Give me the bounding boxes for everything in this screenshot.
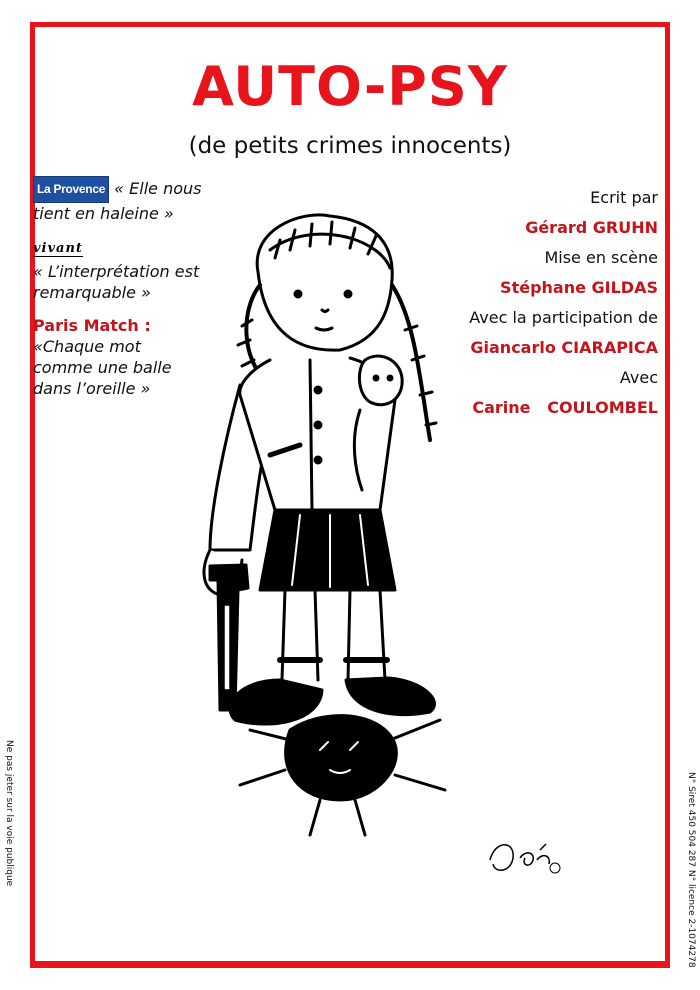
vivant-review <box>33 236 203 303</box>
artist-signature <box>485 830 565 880</box>
litter-notice: Ne pas jeter sur la voie publique <box>4 740 14 887</box>
director-name: Stéphane GILDAS <box>500 278 658 297</box>
press-quotes <box>33 176 203 399</box>
paris-match-quote: «Chaque mot comme une balle dans l’oreille » <box>33 337 172 398</box>
siret-licence-notice: N° Siret 450 504 287 N° licence 2-1074278 <box>686 772 696 968</box>
written-by-label: Ecrit par <box>590 188 658 207</box>
paris-match-label: Paris Match : <box>33 316 151 335</box>
with-label: Avec <box>619 368 658 387</box>
poster-title: AUTO-PSY <box>192 55 508 118</box>
vivant-quote: « L’interprétation est remarquable » <box>33 262 200 302</box>
provence-quote: « Elle nous tient en haleine » <box>33 179 202 223</box>
provence-review <box>33 176 203 224</box>
poster-subtitle: (de petits crimes innocents) <box>188 133 512 159</box>
la-provence-logo: La Provence <box>33 176 109 203</box>
actress-name: Carine COULOMBEL <box>472 398 658 417</box>
author-name: Gérard GRUHN <box>525 218 658 237</box>
paris-match-review <box>33 315 203 399</box>
participant-name: Giancarlo CIARAPICA <box>470 338 658 357</box>
participation-label: Avec la participation de <box>469 308 658 327</box>
direction-label: Mise en scène <box>544 248 658 267</box>
girl-illustration <box>180 210 480 850</box>
vivant-logo: vivant <box>33 241 83 256</box>
